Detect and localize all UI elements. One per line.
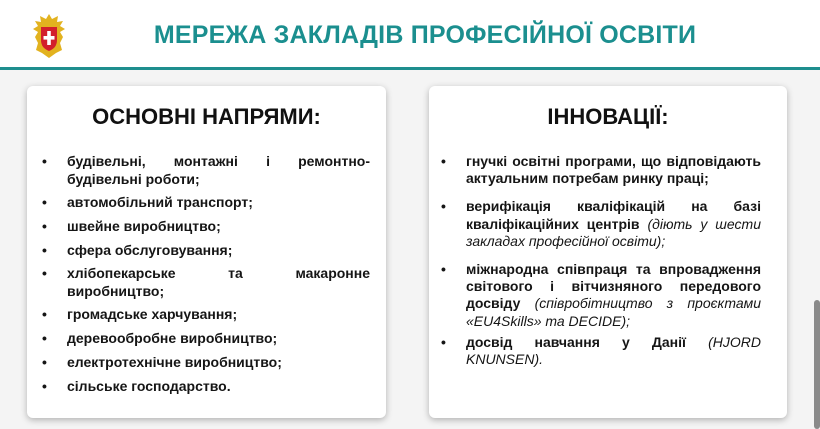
item-tail: ;: [661, 232, 666, 249]
list-item: • громадське харчування;: [67, 306, 370, 324]
list-item: • сфера обслуговування;: [67, 242, 370, 260]
slide-header: [0, 0, 820, 70]
list-item: • автомобільний транспорт;: [67, 194, 370, 212]
list-item: • швейне виробництво;: [67, 218, 370, 236]
main-directions-list: [67, 153, 370, 401]
title-divider: [0, 67, 820, 70]
innovations-title: ІННОВАЦІЇ:: [547, 104, 669, 129]
list-item: • деревообробне виробництво;: [67, 330, 370, 348]
main-directions-title: ОСНОВНІ НАПРЯМИ:: [92, 104, 321, 129]
item-tail: ;: [626, 312, 630, 329]
innovations-panel: [429, 86, 787, 418]
item-text: досвід навчання у Данії: [466, 333, 686, 350]
list-item: [466, 334, 761, 368]
page-title: МЕРЕЖА ЗАКЛАДІВ ПРОФЕСІЙНОЇ ОСВІТИ: [153, 21, 697, 49]
list-item: [466, 153, 761, 187]
list-item: [466, 198, 761, 250]
vertical-scrollbar[interactable]: [814, 300, 820, 429]
item-note: (діють у шести закладах професійної освіти): [466, 215, 762, 249]
list-item: [466, 261, 761, 330]
list-item: • сільське господарство.: [67, 378, 370, 396]
list-item: • хлібопекарське та макаронне виробництво;: [67, 265, 370, 300]
item-text: верифікація кваліфікацій на базі кваліфікаційних центрів: [466, 198, 761, 232]
item-note: (співробітництво з проєктами «EU4Skills» та DECIDE): [466, 295, 761, 329]
item-note: (HJORD KNUNSEN): [466, 333, 762, 368]
list-item: • електротехнічне виробництво;: [67, 354, 370, 372]
main-directions-panel: [27, 86, 386, 418]
innovations-list: [466, 153, 761, 368]
list-item: • будівельні, монтажні і ремонтно-будівельні роботи;: [67, 153, 370, 188]
item-tail: .: [539, 351, 544, 368]
item-text: гнучкі освітні програми, що відповідають актуальним потребам ринку праці;: [466, 153, 761, 187]
item-text: міжнародна співпраця та впровадження світового і вітчизняного передового досвіду: [466, 261, 761, 312]
